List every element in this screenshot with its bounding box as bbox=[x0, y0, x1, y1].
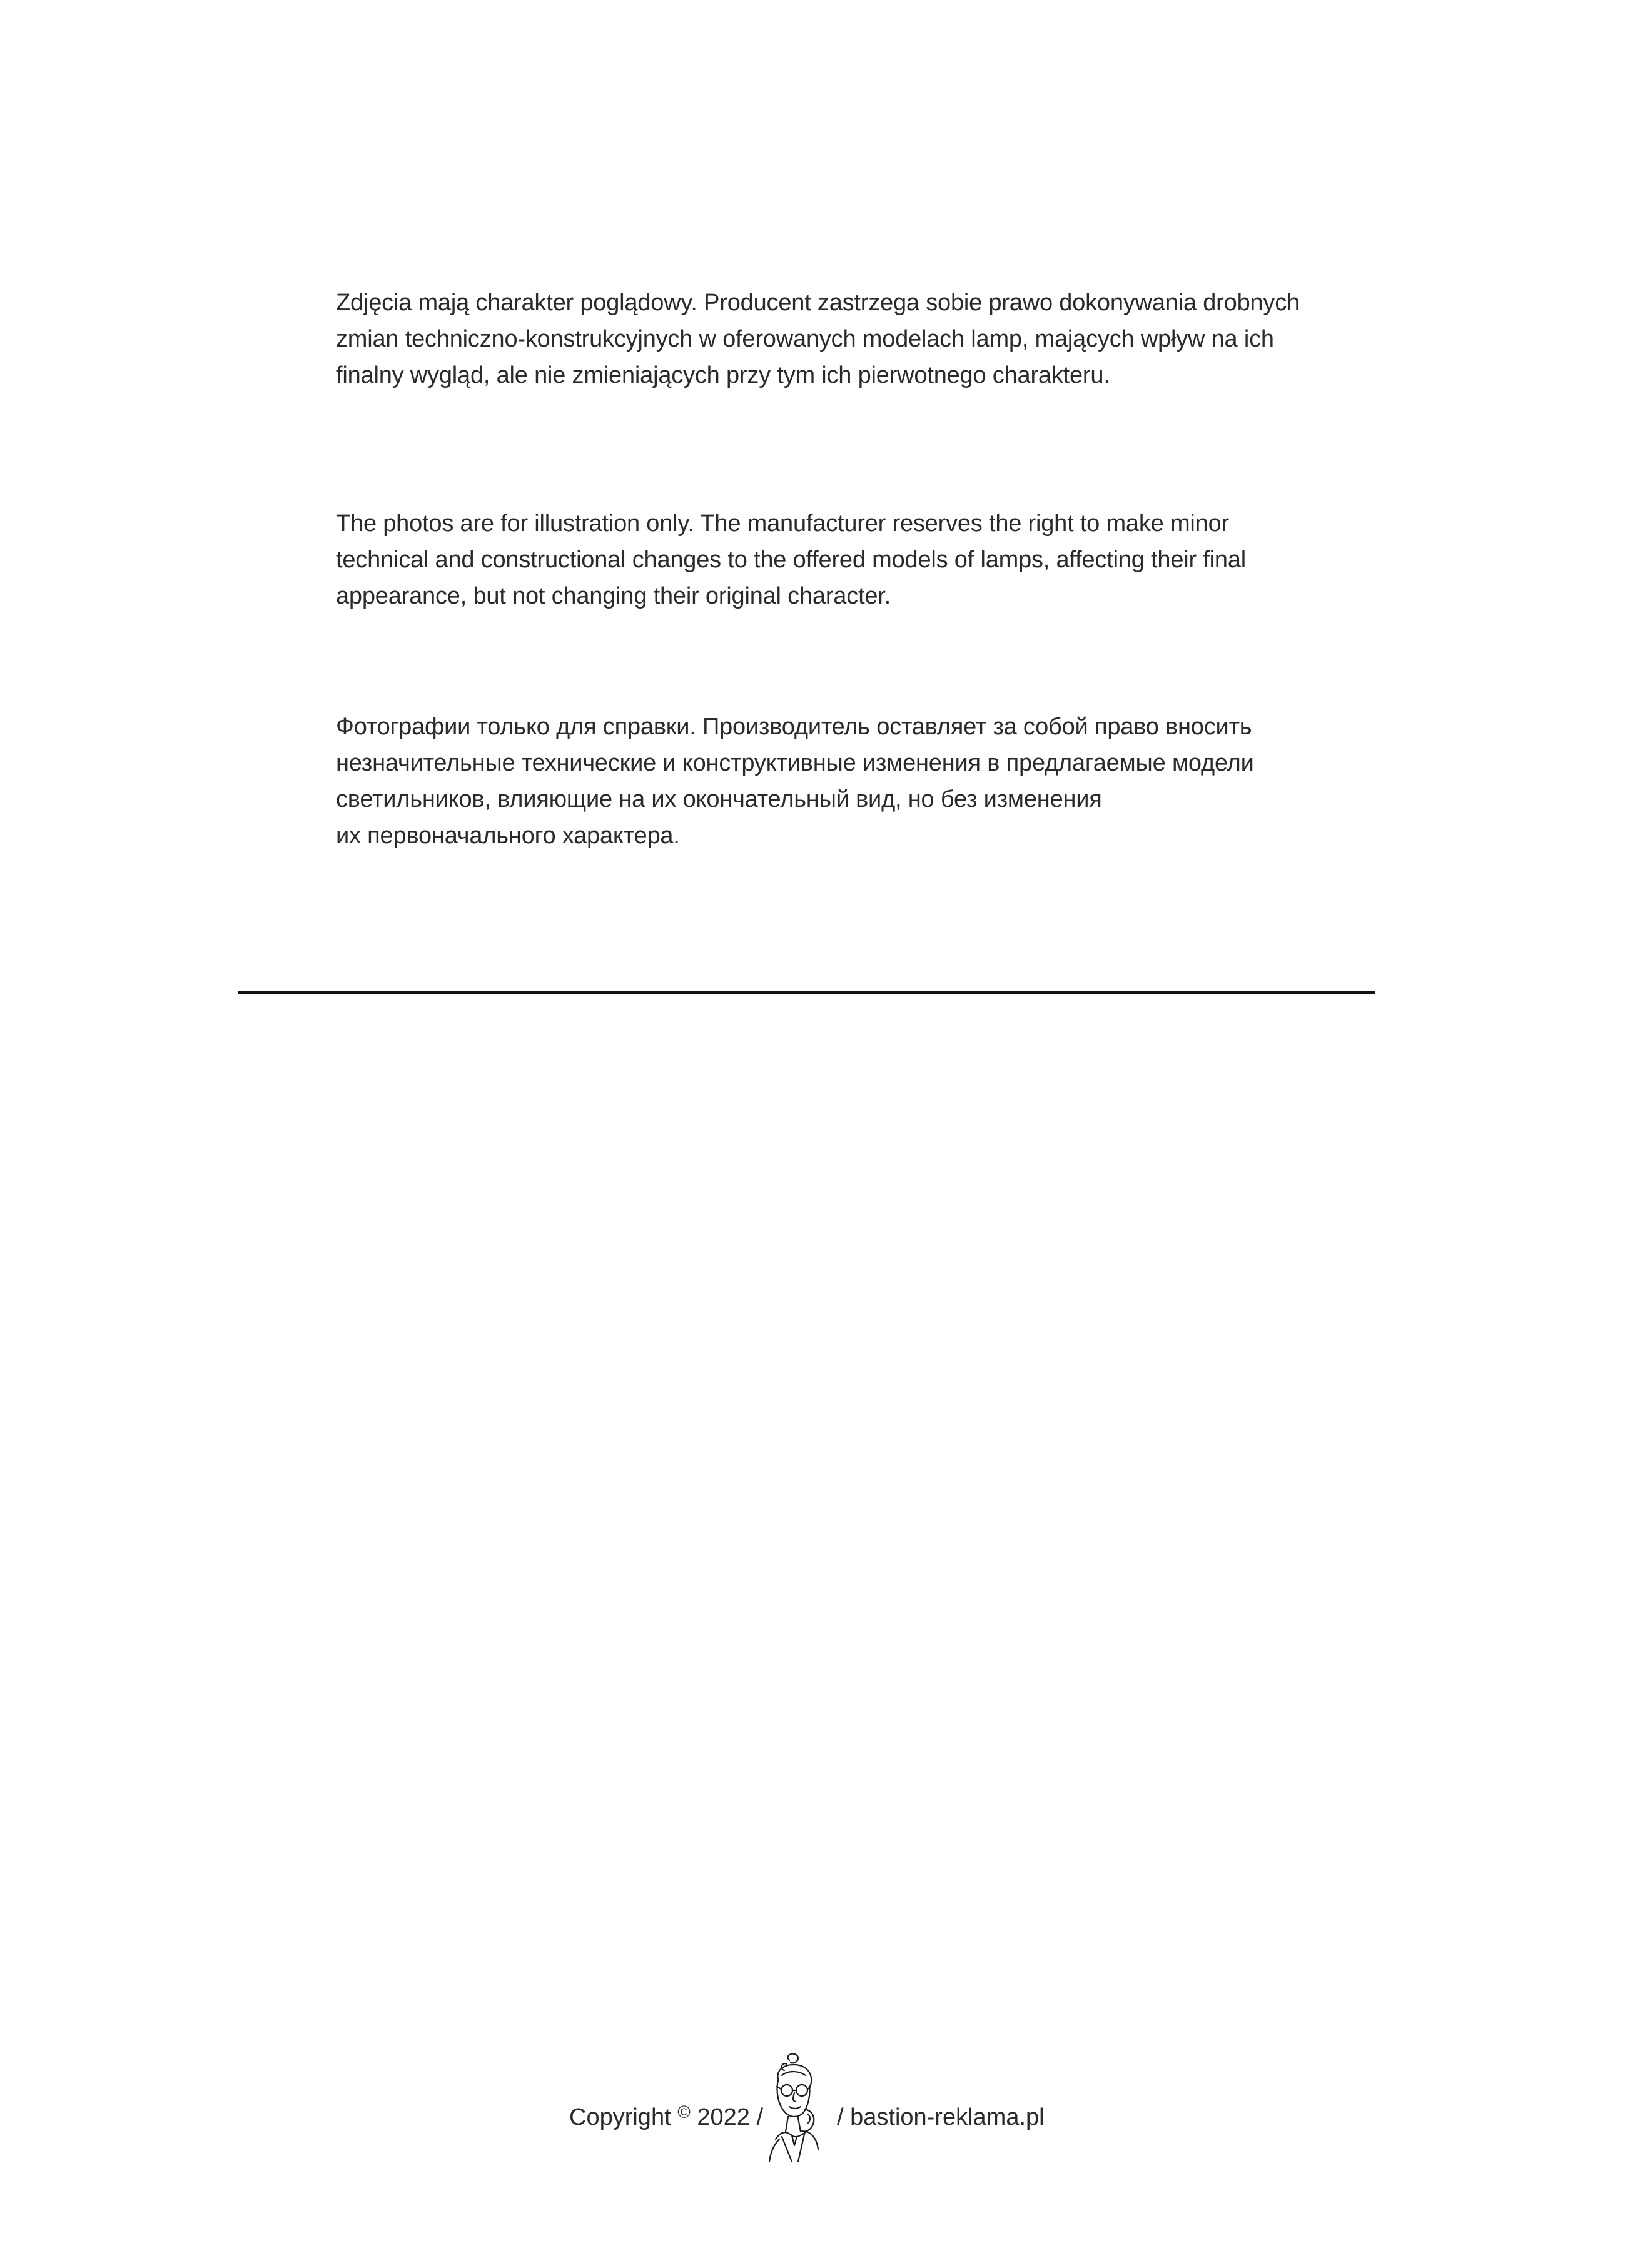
disclaimer-line: их первоначального характера. bbox=[336, 823, 680, 849]
copyright-word: Copyright bbox=[569, 2104, 671, 2130]
disclaimer-line: finalny wygląd, ale nie zmieniających przy tym ich pierwotnego charakteru. bbox=[336, 362, 1110, 388]
copyright-symbol: © bbox=[677, 2102, 691, 2122]
disclaimer-polish bbox=[336, 285, 1349, 393]
disclaimer-line: zmian techniczno-konstrukcyjnych w oferowanych modelach lamp, mających wpływ na ich bbox=[336, 326, 1274, 352]
disclaimer-english bbox=[336, 505, 1349, 614]
disclaimer-line: незначительные технические и конструктивные изменения в предлагаемые модели bbox=[336, 750, 1254, 776]
disclaimer-line: technical and constructional changes to the offered models of lamps, affecting their final bbox=[336, 547, 1247, 573]
sketched-face-logo-icon bbox=[757, 2052, 832, 2162]
disclaimer-line: The photos are for illustration only. The manufacturer reserves the right to make minor bbox=[336, 510, 1229, 537]
disclaimer-line: светильников, влияющие на их окончательный вид, но без изменения bbox=[336, 786, 1102, 813]
disclaimer-line: Фотографии только для справки. Производитель оставляет за собой право вносить bbox=[336, 714, 1252, 740]
disclaimer-line: appearance, but not changing their original character. bbox=[336, 583, 891, 609]
disclaimer-line: Zdjęcia mają charakter poglądowy. Producent zastrzega sobie prawo dokonywania drobnych bbox=[336, 290, 1300, 316]
website-credit[interactable]: / bastion-reklama.pl bbox=[837, 2104, 1045, 2130]
copyright-year: 2022 / bbox=[697, 2104, 764, 2130]
copyright-notice bbox=[569, 2102, 763, 2133]
disclaimer-russian bbox=[336, 709, 1349, 854]
horizontal-rule bbox=[238, 991, 1375, 994]
page-footer bbox=[0, 2052, 1625, 2164]
